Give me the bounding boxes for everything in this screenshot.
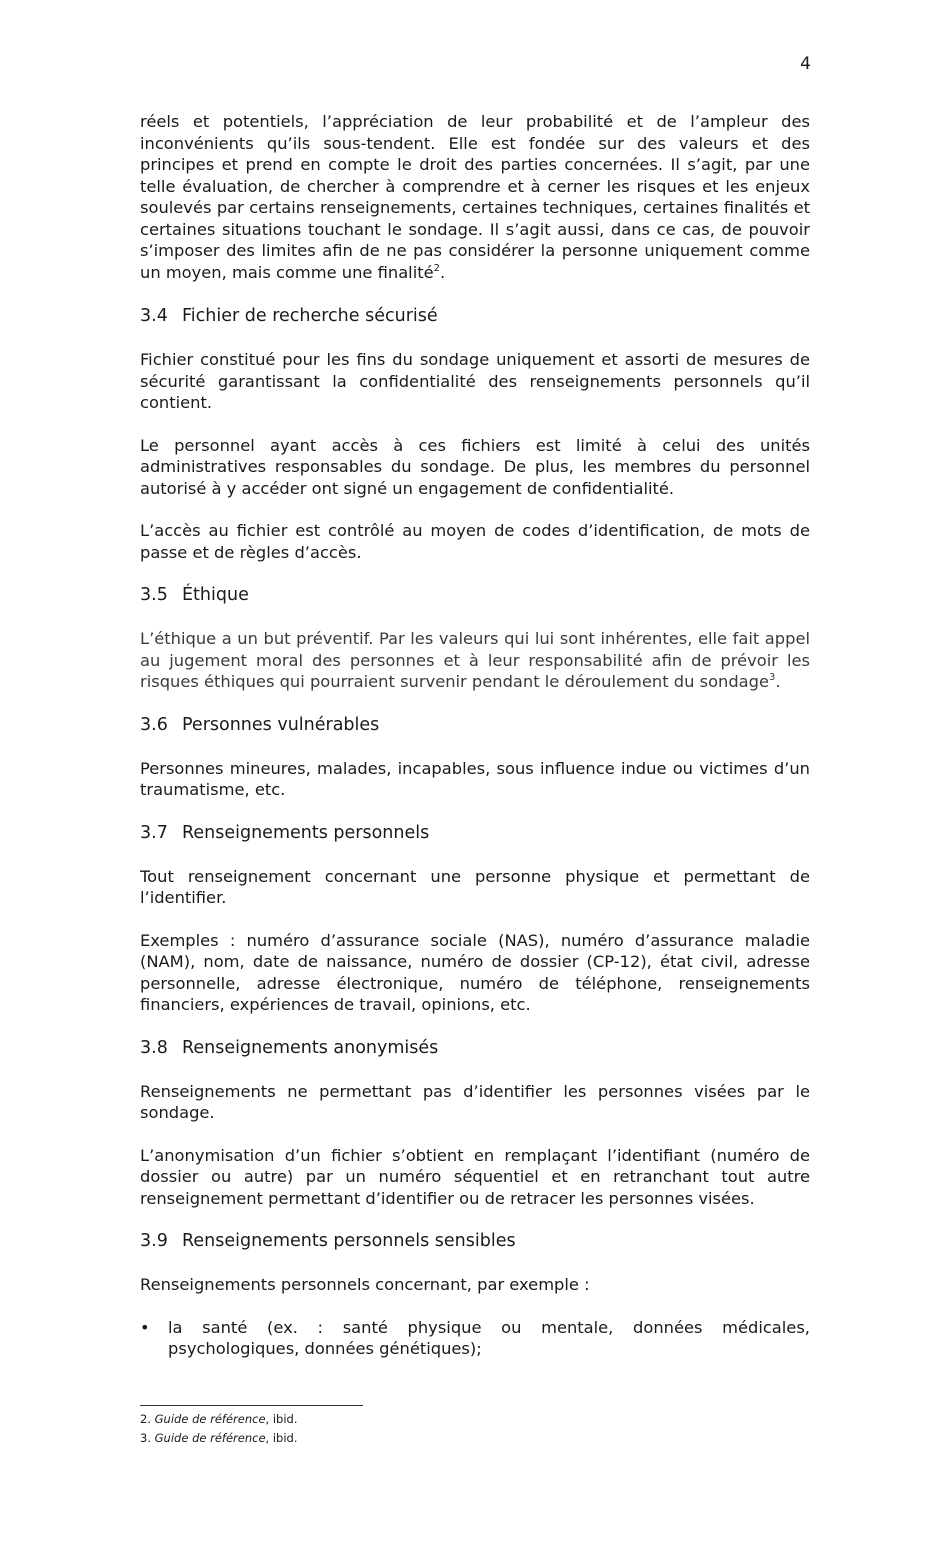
intro-paragraph: réels et potentiels, l’appréciation de leur probabilité et de l’ampleur des inconvénients qu’ils sous-tendent. Elle est fondée sur des valeurs et des principes et prend en compte le droit des parties concernées. Il s’agit, par une telle évaluation, de chercher à comprendre et à cerner les risques et les enjeux soulevés par certains renseignements, certaines techniques, certaines finalités et certaines situations touchant le sondage. Il s’agit aussi, dans ce cas, de pouvoir s’imposer des limites afin de ne pas considérer la personne uniquement comme un moyen, mais comme une finalité$^2$. xyxy=(140,112,810,282)
footnotes xyxy=(140,1405,810,1448)
page-number: 4 xyxy=(800,54,811,74)
list-item: • la santé (ex. : santé physique ou mentale, données médicales, psychologiques, données génétiques); xyxy=(140,1317,810,1358)
page-content xyxy=(140,111,810,1360)
section-heading-3-4: 3.4 Fichier de recherche sécurisé xyxy=(140,306,438,326)
paragraph: Exemples : numéro d’assurance sociale (NAS), numéro d’assurance maladie (NAM), nom, date de naissance, numéro de dossier (CP-12), état civil, adresse personnelle, adresse électronique, numéro de téléphone, renseignements financiers, expériences de travail, opinions, etc. xyxy=(140,930,810,1014)
paragraph: Renseignements ne permettant pas d’identifier les personnes visées par le sondage. xyxy=(140,1081,810,1122)
bullet-icon: • xyxy=(140,1317,150,1337)
paragraph: L’éthique a un but préventif. Par les valeurs qui lui sont inhérentes, elle fait appel au jugement moral des personnes et à leur responsabilité afin de prévoir les risques éthiques qui pourraient survenir pendant le déroulement du sondage$^3$. xyxy=(140,629,810,691)
section-heading-3-9: 3.9 Renseignements personnels sensibles xyxy=(140,1231,516,1251)
paragraph: Personnes mineures, malades, incapables, sous influence indue ou victimes d’un traumatisme, etc. xyxy=(140,758,810,799)
section-heading-3-8: 3.8 Renseignements anonymisés xyxy=(140,1037,439,1058)
paragraph: L’accès au fichier est contrôlé au moyen de codes d’identification, de mots de passe et de règles d’accès. xyxy=(140,521,810,562)
bullet-list xyxy=(140,1317,810,1360)
paragraph: Fichier constitué pour les fins du sondage uniquement et assorti de mesures de sécurité garantissant la confidentialité des renseignements personnels qu’il contient. xyxy=(140,350,810,412)
footnote-mark[interactable]: 2 xyxy=(433,262,441,274)
paragraph: Le personnel ayant accès à ces fichiers est limité à celui des unités administratives responsables du sondage. De plus, les membres du personnel autorisé à y accéder ont signé un engagement de confidentialité. xyxy=(140,435,810,498)
footnote-mark[interactable]: 3 xyxy=(769,672,776,683)
footnote: 2. Guide de référence, ibid. xyxy=(140,1412,298,1426)
section-heading-3-6: 3.6 Personnes vulnérables xyxy=(140,714,380,735)
section-heading-3-5: 3.5 Éthique xyxy=(140,585,249,605)
paragraph: L’anonymisation d’un fichier s’obtient en remplaçant l’identifiant (numéro de dossier ou autre) par un numéro séquentiel et en retranchant tout autre renseignement permettant d’identifier ou de retracer les personnes visées. xyxy=(140,1145,810,1208)
paragraph: Tout renseignement concernant une personne physique et permettant de l’identifier. xyxy=(140,866,810,907)
section-heading-3-7: 3.7 Renseignements personnels xyxy=(140,822,430,843)
footnote-divider xyxy=(140,1405,363,1406)
paragraph: Renseignements personnels concernant, par exemple : xyxy=(140,1275,590,1294)
footnote: 3. Guide de référence, ibid. xyxy=(140,1431,298,1445)
